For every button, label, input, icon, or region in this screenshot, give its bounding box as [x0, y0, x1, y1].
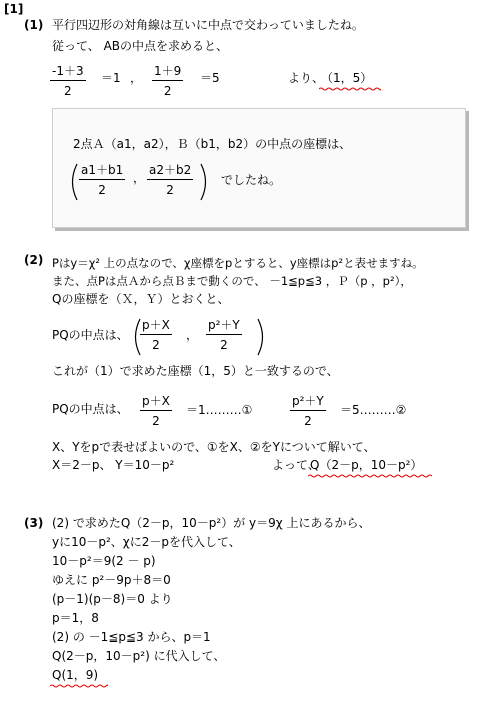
part2-equation1-fraction — [140, 394, 172, 428]
fraction-denominator: 2 — [166, 183, 174, 197]
part3-line: 10－p²＝9(2 － p) — [52, 554, 156, 568]
section-header: [1] — [4, 2, 24, 16]
fraction-denominator: 2 — [304, 414, 312, 428]
part2-conclusion-prefix: よって、 — [272, 458, 320, 472]
part2-midpoint-label: PQの中点は、 — [52, 328, 129, 342]
part3-line: Q(2－p，10－p²) に代入して、 — [52, 649, 226, 663]
part1-separator: ， — [130, 71, 143, 85]
part2-number: (2) — [24, 253, 44, 267]
part1-result-y: ＝5 — [200, 71, 220, 85]
fraction-numerator: p²＋Y — [208, 318, 240, 332]
box-fraction-x — [79, 163, 125, 197]
part1-fraction-y — [152, 64, 183, 98]
fraction-denominator: 2 — [152, 338, 160, 352]
part1-line1: 平行四辺形の対角線は互いに中点で交わっていましたね。 — [52, 18, 364, 32]
fraction-denominator: 2 — [220, 338, 228, 352]
part2-fraction-x — [140, 318, 172, 352]
part1-number: (1) — [24, 18, 44, 32]
part2-line5: X、Yをpで表せばよいので、①をX、②をYについて解いて、 — [52, 440, 376, 454]
part2-line3: Qの座標を（Ｘ，Ｙ）とおくと、 — [52, 292, 230, 306]
part2-fraction-y — [206, 318, 242, 352]
part1-result-x: ＝1 — [101, 71, 121, 85]
fraction-numerator: a2＋b2 — [149, 163, 192, 177]
part2-line2: また、点Pは点Ａから点Ｂまで動くので、 －1≦p≦3 ，Ｐ（p ，p²）， — [52, 274, 412, 288]
red-wavy-underline — [308, 474, 432, 478]
part2-midpoint-label-2: PQの中点は、 — [52, 402, 129, 416]
fraction-denominator: 2 — [63, 84, 72, 98]
box-suffix: でしたね。 — [221, 173, 282, 187]
part2-equation1-result: ＝1………① — [186, 403, 253, 417]
box-line1: 2点Ａ（a1，a2），Ｂ（b1，b2）の中点の座標は、 — [73, 137, 352, 151]
fraction-numerator: -1＋3 — [52, 64, 84, 78]
part2-line1: Pはy＝χ² 上の点なので、χ座標をpとすると、y座標はp²と表せますね。 — [52, 256, 424, 270]
part1-conclusion-prefix: より、 — [288, 71, 325, 85]
right-paren-icon — [199, 163, 211, 201]
part2-comma: ， — [186, 328, 199, 342]
part2-conclusion: Q（2－p，10－p²） — [310, 458, 423, 472]
fraction-numerator: 1＋9 — [154, 64, 182, 78]
part3-number: (3) — [24, 516, 44, 530]
fraction-numerator: p＋X — [142, 394, 170, 408]
part3-line: p＝1，8 — [52, 611, 99, 625]
box-fraction-y — [147, 163, 193, 197]
box-comma: ， — [133, 171, 146, 185]
left-paren-icon — [67, 163, 79, 201]
fraction-numerator: p＋X — [142, 318, 170, 332]
part3-conclusion: Q(1，9) — [52, 668, 99, 682]
part3-line: ゆえに p²－9p＋8＝0 — [52, 573, 171, 587]
part1-line2: 従って、 ABの中点を求めると、 — [52, 39, 229, 53]
right-paren-icon — [256, 318, 268, 356]
part1-conclusion: （1，5） — [321, 71, 373, 85]
part1-fraction-x — [50, 64, 86, 98]
fraction-numerator: p²＋Y — [292, 394, 324, 408]
red-wavy-underline — [50, 684, 108, 688]
fraction-denominator: 2 — [163, 84, 172, 98]
red-wavy-underline — [319, 87, 381, 91]
part2-line4: これが（1）で求めた座標（1，5）と一致するので、 — [52, 364, 339, 378]
fraction-numerator: a1＋b1 — [81, 163, 124, 177]
fraction-denominator: 2 — [152, 414, 160, 428]
midpoint-formula-box — [52, 108, 466, 228]
part3-line: (p－1)(p－8)＝0 より — [52, 592, 173, 606]
part2-equation2-fraction — [290, 394, 326, 428]
part3-line: yに10－p²、χに2－pを代入して、 — [52, 535, 241, 549]
part2-equation2-result: ＝5………② — [340, 403, 407, 417]
part3-line: (2) で求めたQ（2－p，10－p²）が y＝9χ 上にあるから、 — [52, 516, 371, 530]
part2-line6: X＝2－p、 Y＝10－p² — [52, 458, 175, 472]
part3-line: (2) の －1≦p≦3 から、p＝1 — [52, 630, 211, 644]
fraction-denominator: 2 — [98, 183, 106, 197]
